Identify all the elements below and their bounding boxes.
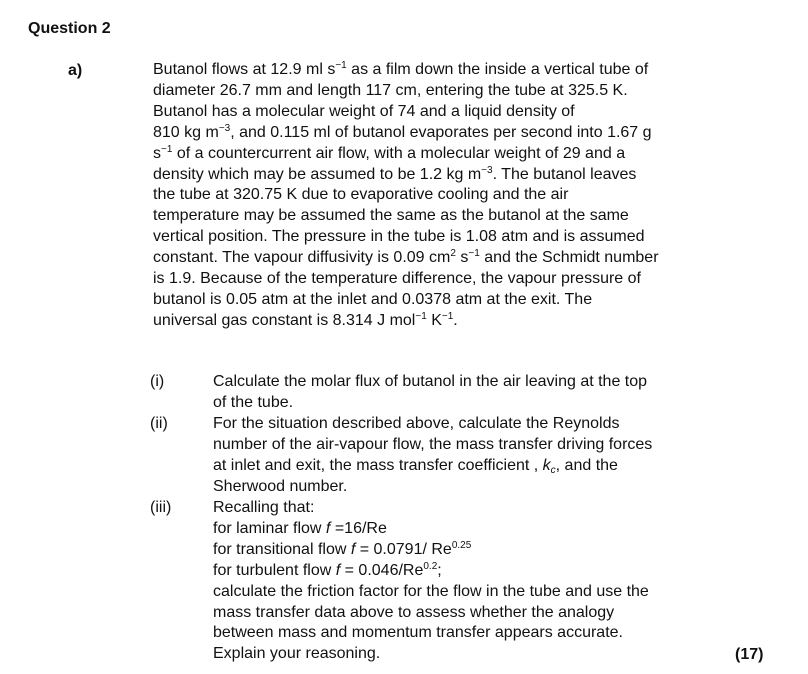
paragraph-line: diameter 26.7 mm and length 117 cm, entering the tube at 325.5 K. bbox=[153, 81, 628, 99]
subquestion-line: of the tube. bbox=[213, 393, 294, 411]
paragraph-line: 810 kg $m^{-3}$, and 0.115 ml of butanol evaporates per second into 1.67 g bbox=[153, 122, 652, 141]
part-label: a) bbox=[68, 62, 83, 79]
subquestion-line: Calculate the molar flux of butanol in the air leaving at the top bbox=[213, 373, 648, 390]
marks-total: (17) bbox=[735, 646, 764, 663]
paragraph-line: the tube at 320.75 K due to evaporative cooling and the air bbox=[153, 186, 569, 204]
paragraph-line: density which may be assumed to be 1.2 kg $m^{-3}$. The butanol leaves bbox=[153, 164, 637, 183]
paragraph-line: vertical position. The pressure in the tube is 1.08 atm and is assumed bbox=[153, 228, 645, 246]
paragraph-line: Butanol has a molecular weight of 74 and a liquid density of bbox=[153, 102, 575, 120]
subquestion-number: (ii) bbox=[150, 415, 168, 432]
paragraph-line: butanol is 0.05 atm at the inlet and 0.0378 atm at the exit. The bbox=[153, 290, 593, 308]
laminar-formula: for laminar flow f =16/Re bbox=[213, 519, 387, 537]
subquestion-number: (iii) bbox=[150, 499, 172, 516]
paragraph-line: temperature may be assumed the same as the butanol at the same bbox=[153, 207, 629, 225]
paragraph-line: constant. The vapour diffusivity is 0.09 $cm^2$ $s^{-1}$ and the Schmidt number bbox=[153, 248, 659, 267]
subquestion-text bbox=[213, 372, 753, 414]
paragraph-line: Butanol flows at 12.9 ml $s^{-1}$ as a film down the inside a vertical tube of bbox=[153, 60, 649, 78]
problem-paragraph bbox=[153, 60, 753, 332]
paragraph-line: is 1.9. Because of the temperature difference, the vapour pressure of bbox=[153, 270, 641, 288]
subquestion-text bbox=[213, 414, 753, 498]
question-title: Question 2 bbox=[28, 20, 111, 37]
subquestion-line: at inlet and exit, the mass transfer coefficient , $k_c$, and the bbox=[213, 456, 618, 476]
subquestion-line: mass transfer data above to assess whether the analogy bbox=[213, 603, 615, 621]
subquestion-text bbox=[213, 498, 753, 665]
subquestion-line: Sherwood number. bbox=[213, 477, 348, 495]
turbulent-formula: for turbulent flow $f = 0.046/Re^{0.2}$; bbox=[213, 560, 442, 579]
subquestion-line: calculate the friction factor for the flow in the tube and use the bbox=[213, 582, 649, 600]
subquestion-line: Recalling that: bbox=[213, 499, 315, 516]
transitional-formula: for transitional flow f = 0.0791/ $Re^{0.25}$ bbox=[213, 539, 472, 558]
paragraph-line: universal gas constant is 8.314 J mol$^{-1}$ $K^{-1}$. bbox=[153, 310, 458, 329]
subquestion-line: Explain your reasoning. bbox=[213, 645, 381, 663]
subquestion-line: For the situation described above, calculate the Reynolds bbox=[213, 415, 620, 432]
subquestion-line: between mass and momentum transfer appears accurate. bbox=[213, 624, 623, 642]
subquestion-line: number of the air-vapour flow, the mass transfer driving forces bbox=[213, 435, 653, 453]
subquestion-number: (i) bbox=[150, 373, 165, 390]
paragraph-line: $s^{-1}$ of a countercurrent air flow, with a molecular weight of 29 and a bbox=[153, 143, 626, 162]
